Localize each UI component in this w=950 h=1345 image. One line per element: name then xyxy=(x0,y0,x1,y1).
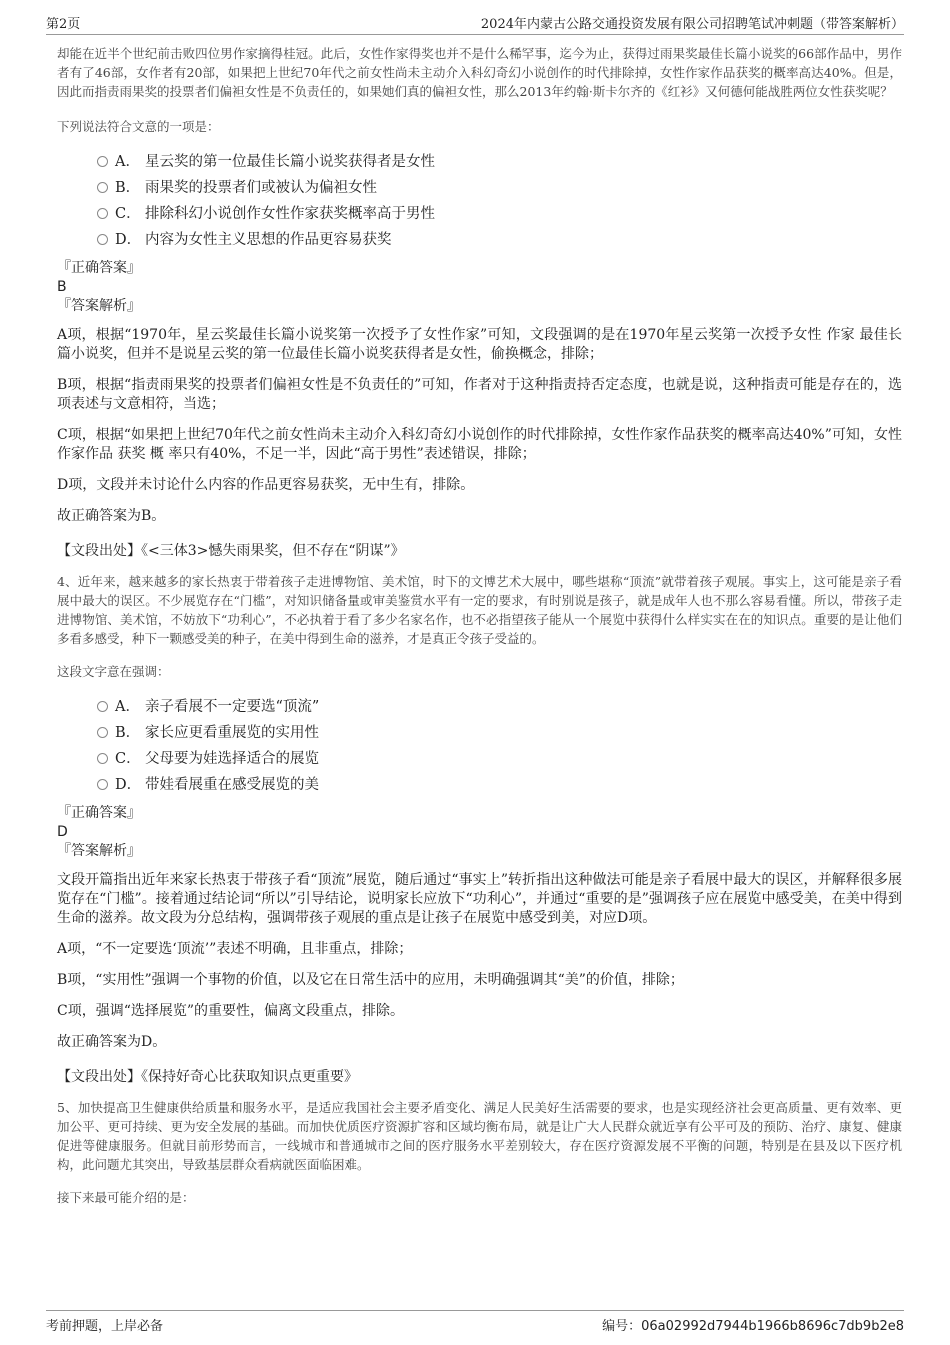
page-footer xyxy=(46,1310,904,1335)
q3-analysis-d: D项，文段并未讨论什么内容的作品更容易获奖，无中生有，排除。 xyxy=(57,477,475,493)
q4-analysis-b: B项，“实用性”强调一个事物的价值，以及它在日常生活中的应用，未明确强调其“美”的价值，排除； xyxy=(57,972,684,988)
q3-options xyxy=(97,148,902,252)
q3-option-c[interactable]: C． 排除科幻小说创作女性作家获奖概率高于男性 xyxy=(97,200,902,226)
q4-option-a[interactable]: A． 亲子看展不一定要选“顶流” xyxy=(97,693,902,719)
q3-analysis-c: C项，根据“如果把上世纪70年代之前女性尚未主动介入科幻奇幻小说创作的时代排除掉，女性作家作品获奖的概率高达40%”可知，女性 作家作品 获奖 概 率只有40%，不足一半，因此“高于男性”表述错误，排除； xyxy=(57,427,902,462)
q3-analysis-a: A项，根据“1970年，星云奖最佳长篇小说奖第一次授予了女性作家”可知，文段强调的是在1970年星云奖第一次授予女性 作家 最佳长篇小说奖，但并不是说星云奖的第一位最佳长篇小说奖获得者是女性，偷换概念，排除； xyxy=(57,327,902,362)
q4-conclusion: 故正确答案为D。 xyxy=(57,1034,167,1050)
q4-source: 【文段出处】《保持好奇心比获取知识点更重要》 xyxy=(57,1069,358,1085)
q4-passage: 4、近年来，越来越多的家长热衷于带着孩子走进博物馆、美术馆，时下的文博艺术大展中，哪些堪称“顶流”就带着孩子观展。事实上，这可能是亲子看展中最大的误区。不少展览存在“门槛”，对知识储备量或审美鉴赏水平有一定的要求，有时别说是孩子，就是成年人也不那么容易看懂。所以，带孩子走进博物馆、美术馆，不妨放下“功利心”，不必执着于看了多少名家名作，也不必指望孩子能从一个展览中获得什么样实实在在的知识点。重要的是让他们多看多感受，种下一颗感受美的种子，在美中得到生命的滋养，才是真正令孩子受益的。 xyxy=(57,574,902,646)
radio-icon[interactable] xyxy=(97,779,108,790)
radio-icon[interactable] xyxy=(97,234,108,245)
radio-icon[interactable] xyxy=(97,156,108,167)
page-number: 第2页 xyxy=(46,17,81,32)
q4-options xyxy=(97,693,902,797)
q3-conclusion: 故正确答案为B。 xyxy=(57,508,166,524)
q4-option-b[interactable]: B． 家长应更看重展览的实用性 xyxy=(97,719,902,745)
document-id: 编号：06a02992d7944b1966b8696c7db9b2e8 xyxy=(602,1319,904,1334)
q4-analysis-c: C项，强调“选择展览”的重要性，偏离文段重点，排除。 xyxy=(57,1003,405,1019)
footer-slogan: 考前押题，上岸必备 xyxy=(46,1319,164,1334)
page-header xyxy=(46,10,904,35)
q3-answer: B xyxy=(57,279,67,295)
q3-prompt: 下列说法符合文意的一项是： xyxy=(57,119,220,134)
q3-option-d[interactable]: D． 内容为女性主义思想的作品更容易获奖 xyxy=(97,226,902,252)
radio-icon[interactable] xyxy=(97,182,108,193)
q4-analysis-main: 文段开篇指出近年来家长热衷于带孩子看“顶流”展览，随后通过“事实上”转折指出这种做法可能是亲子看展中最大的误区，并解释很多展览存在“门槛”。接着通过结论词“所以”引导结论，说明家长应放下“功利心”，并通过“重要的是”强调孩子应在展览中感受美，在美中得到生命的滋养。故文段为分总结构，强调带孩子观展的重点是让孩子在展览中感受到美，对应D项。 xyxy=(57,872,902,926)
radio-icon[interactable] xyxy=(97,701,108,712)
document-body xyxy=(57,44,902,1207)
intro-paragraph: 却能在近半个世纪前击败四位男作家摘得桂冠。此后，女性作家得奖也并不是什么稀罕事，迄今为止，获得过雨果奖最佳长篇小说奖的66部作品中，男作者有了46部，女作者有20部，如果把上世纪70年代之前女性尚未主动介入科幻奇幻小说创作的时代排除掉，女性作家作品获奖的概率高达40%。但是，因此而指责雨果奖的投票者们偏袒女性是不负责任的，如果她们真的偏袒女性，那么2013年约翰·斯卡尔齐的《红衫》又何德何能战胜两位女性获奖呢？ xyxy=(57,46,902,99)
q4-analysis-label: 『答案解析』 xyxy=(57,843,141,859)
q5-passage: 5、加快提高卫生健康供给质量和服务水平，是适应我国社会主要矛盾变化、满足人民美好生活需要的要求，也是实现经济社会更高质量、更有效率、更加公平、更可持续、更为安全发展的基础。而加快优质医疗资源扩容和区域均衡布局，就是让广大人民群众就近享有公平可及的预防、治疗、康复、健康促进等健康服务。但就目前形势而言，一线城市和普通城市之间的医疗服务水平差别较大，存在医疗资源发展不平衡的问题，特别是在县及以下医疗机构，此问题尤其突出，导致基层群众看病就医面临困难。 xyxy=(57,1100,902,1172)
radio-icon[interactable] xyxy=(97,208,108,219)
q4-answer: D xyxy=(57,824,68,840)
q5-prompt: 接下来最可能介绍的是： xyxy=(57,1190,195,1205)
q4-analysis-a: A项，“不一定要选‘顶流’”表述不明确，且非重点，排除； xyxy=(57,941,413,957)
q3-analysis-label: 『答案解析』 xyxy=(57,298,141,314)
q3-option-b[interactable]: B． 雨果奖的投票者们或被认为偏袒女性 xyxy=(97,174,902,200)
q3-analysis-b: B项，根据“指责雨果奖的投票者们偏袒女性是不负责任的”可知，作者对于这种指责持否定态度，也就是说，这种指责可能是存在的，选项表述与文意相符，当选； xyxy=(57,377,902,412)
q4-prompt: 这段文字意在强调： xyxy=(57,664,170,679)
radio-icon[interactable] xyxy=(97,753,108,764)
q3-source: 【文段出处】《<三体3>憾失雨果奖，但不存在“阴谋”》 xyxy=(57,543,405,559)
q3-answer-label: 『正确答案』 xyxy=(57,260,141,276)
q4-answer-label: 『正确答案』 xyxy=(57,805,141,821)
q4-option-c[interactable]: C． 父母要为娃选择适合的展览 xyxy=(97,745,902,771)
document-title: 2024年内蒙古公路交通投资发展有限公司招聘笔试冲刺题（带答案解析） xyxy=(480,17,904,32)
q3-option-a[interactable]: A． 星云奖的第一位最佳长篇小说奖获得者是女性 xyxy=(97,148,902,174)
radio-icon[interactable] xyxy=(97,727,108,738)
q4-option-d[interactable]: D． 带娃看展重在感受展览的美 xyxy=(97,771,902,797)
